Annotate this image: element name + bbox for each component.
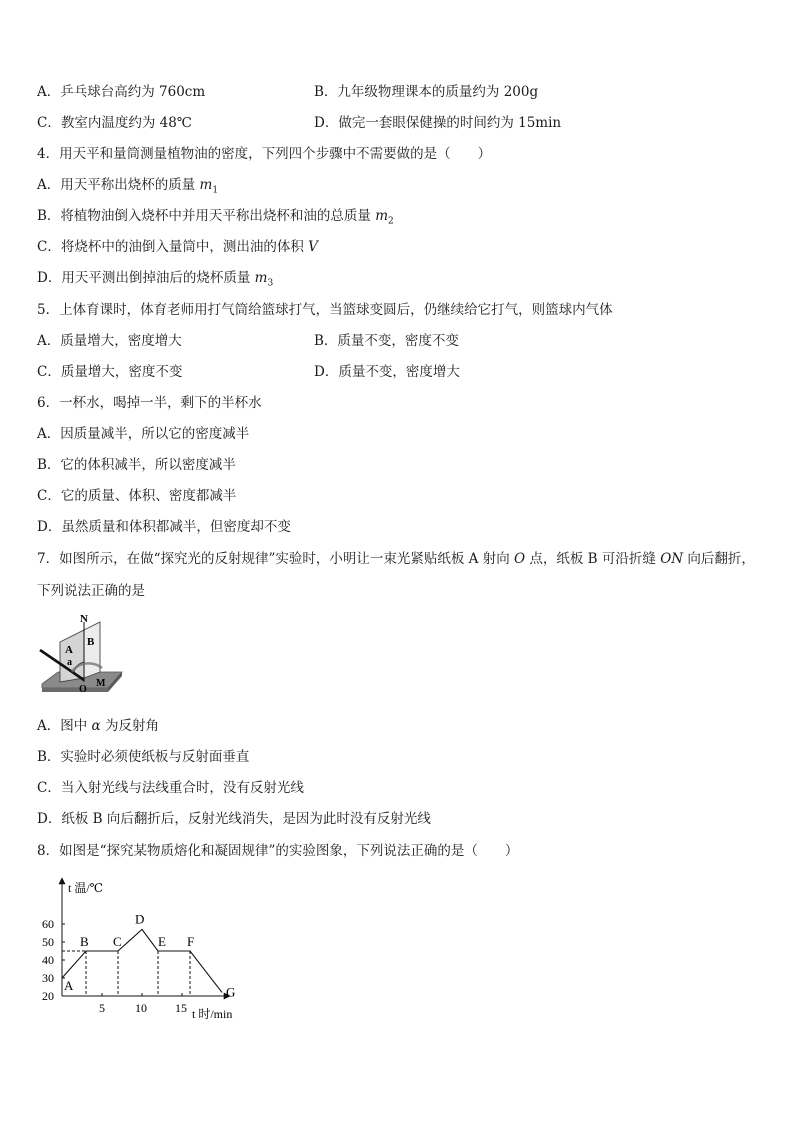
point-label-e: E	[158, 934, 166, 949]
y-tick-label: 40	[42, 953, 54, 967]
y-tick-label: 60	[42, 917, 54, 931]
q4-option-b-text: B．将植物油倒入烧杯中并用天平称出烧杯和油的总质量	[37, 208, 376, 224]
q8-stem: 8．如图是“探究某物质熔化和凝固规律”的实验图象，下列说法正确的是（ ）	[37, 843, 519, 859]
q4-option-a	[37, 176, 218, 200]
q5-option-c: C．质量增大，密度不变	[37, 364, 183, 380]
q7-option-a-post: 为反射角	[100, 718, 159, 734]
q4-option-d-text: D．用天平测出倒掉油后的烧杯质量	[37, 270, 255, 286]
q7-stem-line-on: ON	[660, 551, 684, 567]
q4-option-c-text: C．将烧杯中的油倒入量筒中，测出油的体积	[37, 239, 309, 255]
q7-option-a-pre: A．图中	[37, 718, 92, 734]
q6-option-d: D．虽然质量和体积都减半，但密度却不变	[37, 519, 291, 535]
q7-option-c: C．当入射光线与法线重合时，没有反射光线	[37, 780, 304, 796]
q4-option-a-text: A．用天平称出烧杯的质量	[37, 177, 200, 193]
q4-option-a-var: m	[199, 177, 213, 193]
point-label-b: B	[80, 934, 89, 949]
q3-option-c: C．教室内温度约为 48℃	[37, 115, 192, 131]
melting-curve-chart	[30, 872, 250, 1024]
y-tick-label: 30	[42, 971, 54, 985]
q7-stem-line2: 下列说法正确的是	[37, 583, 145, 599]
q5-option-a: A．质量增大，密度增大	[37, 333, 182, 349]
q3-option-b: B．九年级物理课本的质量约为 200g	[314, 84, 539, 100]
point-label-f: F	[187, 934, 195, 949]
q7-stem	[37, 550, 755, 568]
q5-option-b: B．质量不变，密度不变	[314, 333, 459, 349]
x-tick-label: 10	[135, 1001, 147, 1015]
q6-option-c: C．它的质量、体积、密度都减半	[37, 488, 237, 504]
q4-option-a-sub: 1	[212, 185, 219, 196]
figure-label-a: A	[65, 644, 73, 656]
q6-option-a: A．因质量减半，所以它的密度减半	[37, 426, 250, 442]
q7-stem-part2: 点，纸板 B 可沿折缝	[525, 551, 661, 567]
q3-option-d: D．做完一套眼保健操的时间约为 15min	[314, 115, 562, 131]
q4-stem: 4．用天平和量筒测量植物油的密度，下列四个步骤中不需要做的是（ ）	[37, 146, 492, 162]
q7-option-a-alpha: α	[91, 718, 101, 734]
q6-stem: 6．一杯水，喝掉一半，剩下的半杯水	[37, 395, 262, 411]
figure-label-n: N	[80, 613, 88, 625]
q3-option-a: A．乒乓球台高约为 760cm	[37, 84, 206, 100]
board-b	[84, 622, 100, 678]
q5-option-d: D．质量不变，密度增大	[314, 364, 460, 380]
q5-stem: 5．上体育课时，体育老师用打气筒给篮球打气，当篮球变圆后，仍继续给它打气，则篮球内气体	[37, 302, 613, 318]
figure-label-m: M	[96, 678, 106, 689]
reflection-experiment-figure	[36, 612, 128, 702]
q4-option-d	[37, 269, 273, 293]
q6-option-b: B．它的体积减半，所以密度减半	[37, 457, 236, 473]
y-axis-label: t 温/℃	[68, 881, 104, 895]
q7-option-b: B．实验时必须使纸板与反射面垂直	[37, 749, 250, 765]
q4-option-d-sub: 3	[267, 278, 274, 289]
x-tick-label: 15	[175, 1001, 187, 1015]
figure-label-o: O	[79, 684, 87, 695]
q7-option-d: D．纸板 B 向后翻折后，反射光线消失，是因为此时没有反射光线	[37, 811, 431, 827]
q7-option-a	[37, 717, 159, 735]
point-label-c: C	[113, 934, 122, 949]
q4-option-d-var: m	[254, 270, 268, 286]
figure-label-b: B	[87, 636, 95, 648]
q4-option-b-sub: 2	[388, 216, 394, 227]
figure-label-alpha: a	[67, 657, 72, 668]
x-axis-label: t 时/min	[192, 1007, 233, 1021]
board-a	[60, 630, 84, 682]
point-label-g: G	[226, 984, 236, 1000]
q7-stem-point-o: O	[514, 551, 526, 567]
point-label-d: D	[135, 911, 145, 927]
point-label-a: A	[64, 978, 74, 993]
q4-option-b-var: m	[375, 208, 389, 224]
x-tick-label: 5	[99, 1001, 105, 1015]
q4-option-c	[37, 238, 318, 256]
y-tick-label: 50	[42, 935, 54, 949]
q4-option-b	[37, 207, 394, 231]
q7-stem-part1: 7．如图所示，在做“探究光的反射规律”实验时，小明让一束光紧贴纸板 A 射向	[37, 551, 515, 567]
q7-stem-part3: 向后翻折，	[683, 551, 755, 567]
q4-option-c-var: V	[308, 239, 318, 255]
y-tick-label: 20	[42, 989, 54, 1003]
